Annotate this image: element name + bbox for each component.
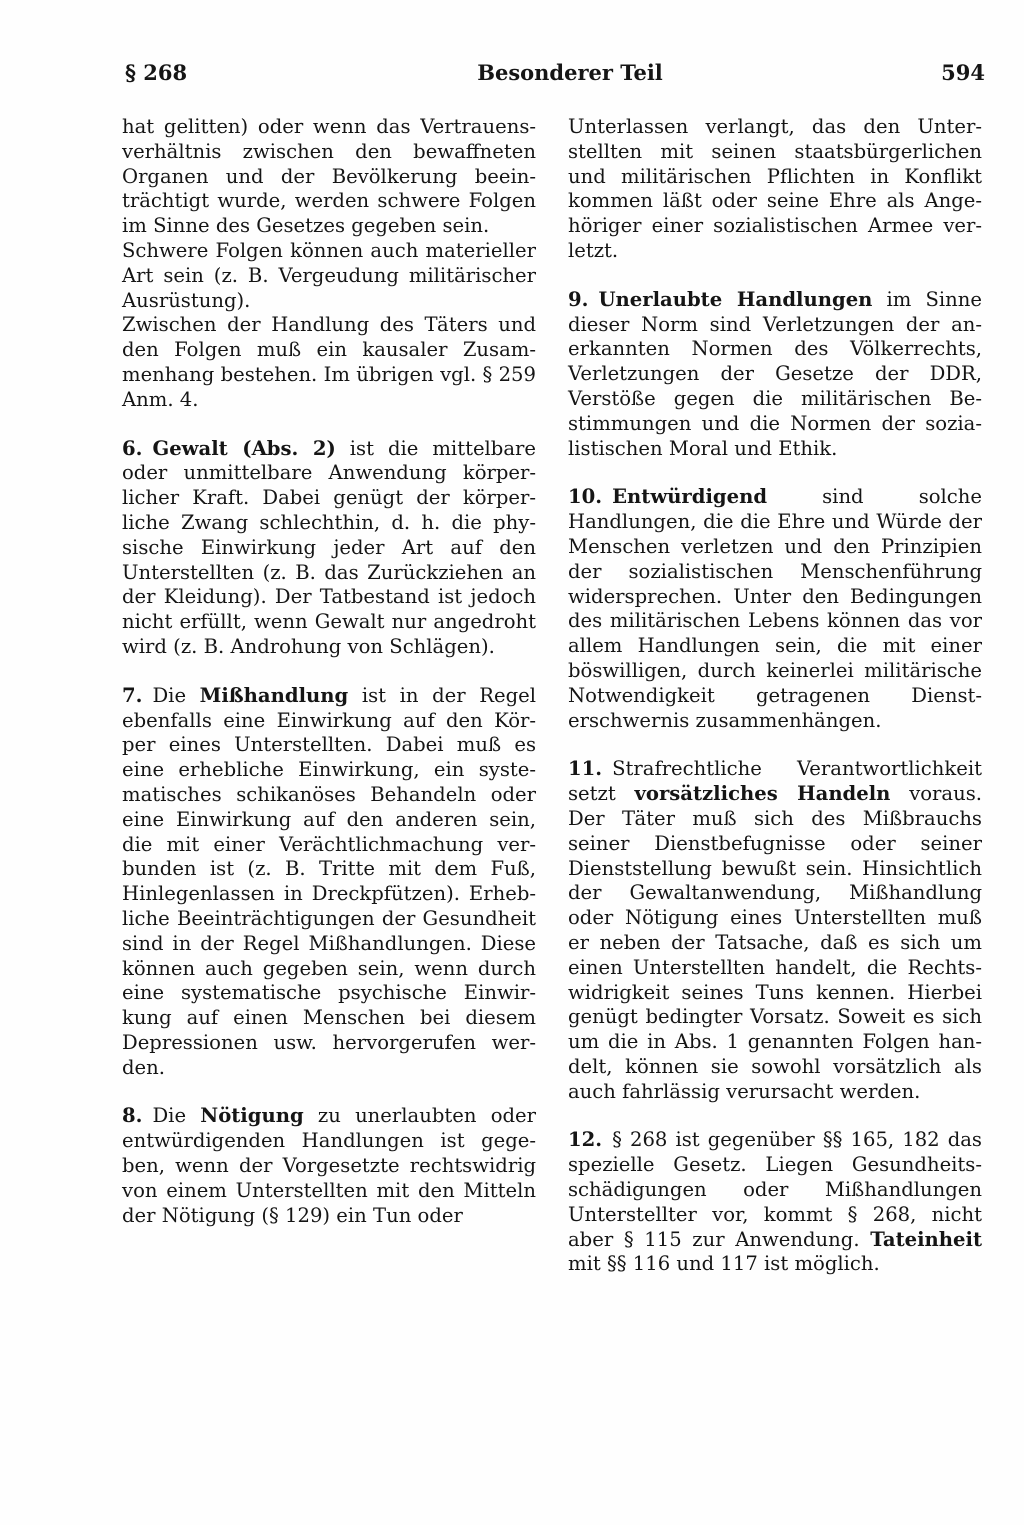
paragraph-p8 [122,1104,536,1228]
text-run: ist die mittelbare oder unmittelbare Anwendung körperlicher Kraft. Dabei genügt der körperliche Zwang schlechthin, d. h. die physische Einwirkung jeder Art auf den Unterstellten (z. B. das Zurückziehen an der Kleidung). Der Tatbestand ist jedoch nicht erfüllt, wenn Gewalt nur angedroht wird (z. B. Androhung von Schlägen). [122,436,536,658]
section-reference: § 268 [125,60,188,85]
text-run: Unterlassen verlangt, das den Unterstellten mit seinen staatsbürgerlichen und militärischen Pflichten in Konflikt kommen läßt oder seine Ehre als Angehöriger einer sozialistischen Armee verletzt. [568,115,982,262]
paragraph-number: 7. [122,683,143,707]
paragraph-p11 [568,757,982,1104]
text-run: sind solche Handlungen, die die Ehre und Würde der Menschen verletzen und den Prinzipien der sozialistischen Menschenführung widersprechen. Unter den Bedingungen des militärischen Lebens können das vor allem Handlungen sein, die mit einer böswilligen, durch keinerlei militärische Notwendigkeit getragenen Diensterschwernis zusammenhängen. [568,485,982,732]
paragraph-number: 6. [122,436,143,460]
paragraph-p3 [122,313,536,412]
text-run: im Sinne dieser Norm sind Verletzungen der anerkannten Normen des Völkerrechts, Verletzungen der Gesetze der DDR, Verstöße gegen die militärischen Bestimmungen und die Normen der sozialistischen Moral und Ethik. [568,287,983,460]
bold-term: vorsätzliches Handeln [634,782,891,806]
paragraph-p9 [568,288,982,462]
running-title: Besonderer Teil [477,60,663,85]
text-run: hat gelitten) oder wenn das Vertrauensverhältnis zwischen den bewaffneten Organen und der Bevölkerung beeinträchtigt wurde, werden schwere Folgen im Sinne des Gesetzes gegeben sein. [122,115,536,238]
right-column [568,115,982,1301]
paragraph-p8b [568,115,982,264]
bold-term: Tateinheit [870,1227,982,1251]
bold-term: Mißhandlung [199,683,349,707]
paragraph-p2 [122,239,536,313]
text-run: mit §§ 116 und 117 ist möglich. [568,1252,880,1276]
paragraph-number: 11. [568,757,603,781]
bold-term: Unerlaubte Handlungen [598,287,873,311]
bold-term: Nötigung [200,1104,304,1128]
text-run: zu unerlaubten oder entwürdigenden Handlungen ist gegeben, wenn der Vorgesetzte rechtswidrig von einem Unterstellten mit den Mitteln der Nötigung (§ 129) ein Tun oder [122,1104,536,1227]
bold-term: Gewalt (Abs. 2) [152,436,336,460]
text-run: Strafrechtliche Verantwortlichkeit setzt [568,757,982,806]
running-header [125,60,985,94]
paragraph-number: 8. [122,1104,143,1128]
paragraph-p10 [568,485,982,733]
text-run: Schwere Folgen können auch materieller Art sein (z. B. Vergeudung militärischer Ausrüstung). [122,238,536,312]
text-run: Zwischen der Handlung des Täters und den Folgen muß ein kausaler Zusammenhang bestehen. Im übrigen vgl. § 259 Anm. 4. [122,313,536,411]
left-column [122,115,536,1252]
text-run: Die [152,1104,201,1128]
page-number: 594 [941,60,985,85]
text-run: ist in der Regel ebenfalls eine Einwirkung auf den Körper eines Unterstellten. Dabei muß es eine erhebliche Einwirkung, ein systematisches schikanöses Behandeln oder eine Einwirkung auf den anderen sein, die mit einer Verächtlichmachung verbunden ist (z. B. Tritte mit dem Fuß, Hinlegenlassen in Dreckpfützen). Erhebliche Beeinträchtigungen der Gesundheit sind in der Regel Mißhandlungen. Diese können auch gegeben sein, wenn durch eine systematische psychische Einwirkung auf einen Menschen bei diesem Depressionen usw. hervorgerufen werden. [122,683,536,1079]
text-run: voraus. Der Täter muß sich des Mißbrauchs seiner Dienstbefugnisse oder seiner Dienststellung bewußt sein. Hinsichtlich der Gewaltanwendung, Mißhandlung oder Nötigung eines Unterstellten muß er neben der Tatsache, daß es sich um einen Unterstellten handelt, die Rechtswidrigkeit seines Tuns kennen. Hierbei genügt bedingter Vorsatz. Soweit es sich um die in Abs. 1 genannten Folgen handelt, können sie sowohl vorsätzlich als auch fahrlässig verursacht werden. [568,782,983,1103]
paragraph-number: 10. [568,485,603,509]
bold-term: Entwürdigend [612,485,768,509]
text-run: § 268 ist gegenüber §§ 165, 182 das spezielle Gesetz. Liegen Gesundheitsschädigungen oder Mißhandlungen Unterstellter vor, kommt § 268, nicht aber § 115 zur Anwendung. [568,1128,982,1251]
paragraph-p7 [122,684,536,1081]
paragraph-p12 [568,1128,982,1277]
paragraph-number: 9. [568,287,589,311]
paragraph-p6 [122,437,536,660]
paragraph-p1 [122,115,536,239]
text-run: Die [152,683,200,707]
paragraph-number: 12. [568,1128,603,1152]
